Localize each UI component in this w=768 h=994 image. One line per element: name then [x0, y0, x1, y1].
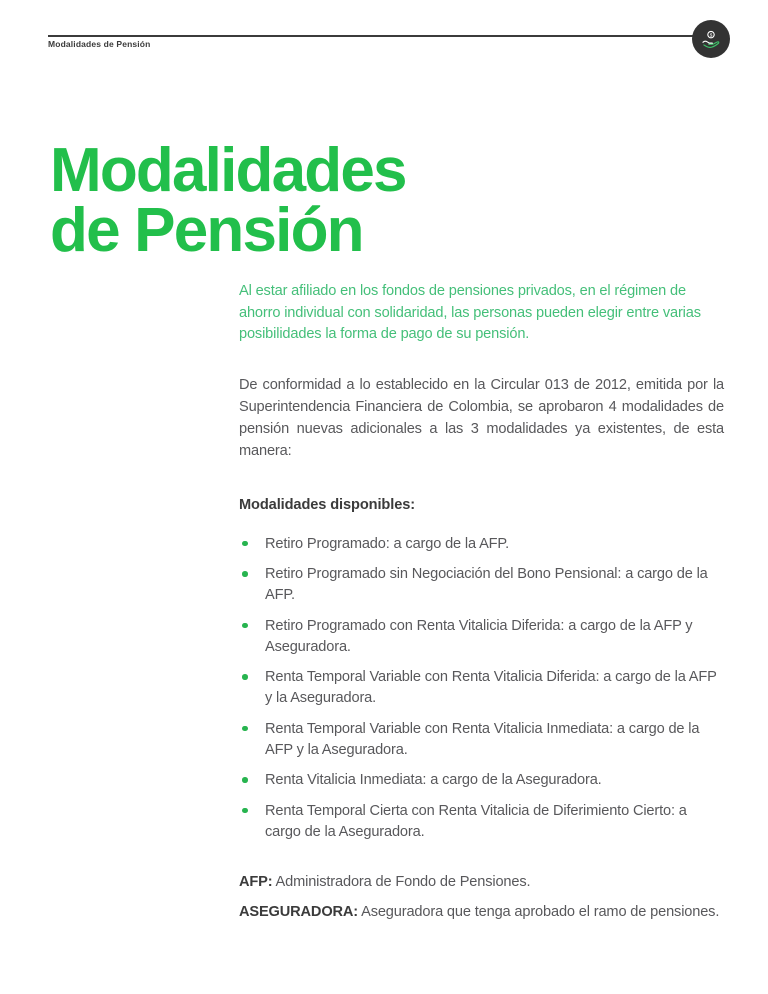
definition-aseguradora — [239, 902, 724, 923]
list-item — [239, 616, 724, 657]
list-item-label: Renta Temporal Cierta con Renta Vitalicia de Diferimiento Cierto: a cargo de la Aseguradora. — [265, 802, 687, 840]
svg-text:$: $ — [709, 32, 713, 38]
bullet-dot-icon — [242, 777, 248, 783]
hand-holding-coin-icon — [692, 20, 730, 58]
body-paragraph: De conformidad a lo establecido en la Circular 013 de 2012, emitida por la Superintendencia Financiera de Colombia, se aprobaron 4 modalidades de pensión nuevas adicionales a las 3 modalidades ya existentes, de esta manera: — [239, 377, 724, 459]
definition-text: Aseguradora que tenga aprobado el ramo de pensiones. — [358, 904, 720, 921]
list-item-label: Renta Temporal Variable con Renta Vitalicia Inmediata: a cargo de la AFP y la Aseguradora. — [265, 720, 700, 758]
list-item — [239, 719, 724, 760]
definition-afp — [239, 872, 724, 893]
list-item — [239, 770, 724, 791]
running-header-title: Modalidades de Pensión — [48, 39, 151, 49]
list-item-label: Renta Temporal Variable con Renta Vitalicia Diferida: a cargo de la AFP y la Aseguradora. — [265, 669, 717, 707]
bullet-dot-icon — [242, 541, 248, 547]
bullet-dot-icon — [242, 726, 248, 732]
page-title-line-1: Modalidades — [50, 135, 406, 205]
list-item-label: Retiro Programado sin Negociación del Bono Pensional: a cargo de la AFP. — [265, 566, 708, 604]
bullet-dot-icon — [242, 808, 248, 814]
list-item — [239, 667, 724, 708]
list-item-label: Renta Vitalicia Inmediata: a cargo de la Aseguradora. — [265, 772, 602, 789]
list-item — [239, 801, 724, 842]
definition-term: AFP: — [239, 874, 273, 891]
page-title-line-2: de Pensión — [50, 195, 363, 265]
list-item-label: Retiro Programado con Renta Vitalicia Diferida: a cargo de la AFP y Aseguradora. — [265, 617, 693, 655]
glossary — [239, 842, 724, 922]
definition-term: ASEGURADORA: — [239, 904, 359, 921]
header-divider — [48, 35, 703, 37]
content-column — [239, 281, 724, 923]
section-subheading: Modalidades disponibles: — [239, 496, 415, 513]
modalities-list — [239, 513, 724, 843]
definition-text: Administradora de Fondo de Pensiones. — [272, 874, 531, 891]
intro-paragraph: Al estar afiliado en los fondos de pensiones privados, en el régimen de ahorro individual con solidaridad, las personas pueden elegir entre varias posibilidades la forma de pago de su pensión. — [239, 283, 701, 343]
list-item — [239, 564, 724, 605]
bullet-dot-icon — [242, 674, 248, 680]
list-item-label: Retiro Programado: a cargo de la AFP. — [265, 535, 510, 552]
page-title — [50, 135, 610, 265]
bullet-dot-icon — [242, 571, 248, 577]
bullet-dot-icon — [242, 623, 248, 629]
list-item — [239, 534, 724, 555]
page-header — [0, 0, 768, 70]
